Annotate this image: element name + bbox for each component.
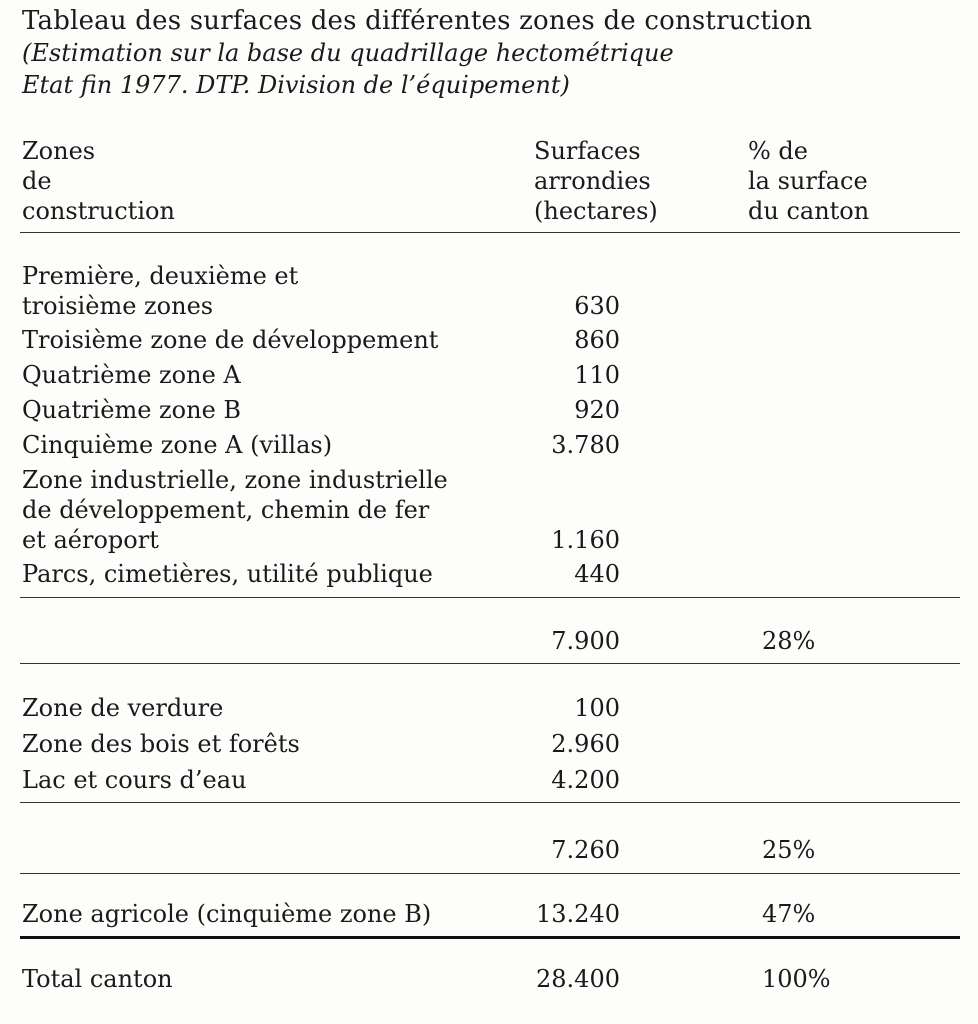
row-value: 13.240 — [536, 900, 620, 928]
row-label-line: Parcs, cimetières, utilité publique — [22, 560, 433, 588]
section-rule — [20, 597, 960, 598]
table-subtitle-line-2: Etat fin 1977. DTP. Division de l’équipement) — [22, 71, 570, 99]
header-zone — [22, 136, 175, 226]
row-label-line: Quatrième zone A — [22, 361, 241, 389]
row-label-line: Cinquième zone A (villas) — [22, 431, 333, 459]
row-value: 4.200 — [551, 766, 620, 794]
row-label — [22, 430, 332, 460]
row-label — [22, 261, 298, 321]
header-surface — [534, 136, 658, 226]
row-label — [22, 465, 448, 555]
row-label — [22, 360, 241, 390]
row-value: 2.960 — [551, 730, 620, 758]
row-label-line: et aéroport — [22, 526, 159, 554]
row-label-line: de développement, chemin de fer — [22, 496, 430, 524]
table-subtitle-line-1: (Estimation sur la base du quadrillage hectométrique — [22, 39, 674, 67]
row-label — [22, 729, 300, 759]
section-rule — [20, 663, 960, 664]
row-value: 100 — [574, 694, 620, 722]
row-value: 440 — [574, 560, 620, 588]
header-zone-line: Zones — [22, 137, 96, 165]
header-percent-line: du canton — [748, 197, 870, 225]
header-percent-line: la surface — [748, 167, 868, 195]
row-label-line: Première, deuxième et — [22, 262, 299, 290]
row-label-line: Zone de verdure — [22, 694, 224, 722]
row-value: 3.780 — [551, 431, 620, 459]
subtotal-value: 7.900 — [551, 627, 620, 655]
row-label-line: Zone des bois et forêts — [22, 730, 300, 758]
row-label — [22, 765, 247, 795]
row-label-line: Quatrième zone B — [22, 396, 242, 424]
row-label — [22, 325, 438, 355]
header-rule — [20, 232, 960, 233]
section-rule — [20, 873, 960, 874]
row-label: Zone agricole (cinquième zone B) — [22, 900, 432, 928]
row-label-line: Zone industrielle, zone industrielle — [22, 466, 448, 494]
header-surface-line: (hectares) — [534, 197, 658, 225]
header-zone-line: construction — [22, 197, 175, 225]
header-surface-line: Surfaces — [534, 137, 641, 165]
table-title: Tableau des surfaces des différentes zones de construction — [22, 6, 813, 36]
total-rule — [20, 936, 960, 939]
row-value: 920 — [574, 396, 620, 424]
row-label — [22, 395, 241, 425]
row-value: 110 — [574, 361, 620, 389]
total-value: 28.400 — [536, 965, 620, 993]
header-surface-line: arrondies — [534, 167, 651, 195]
row-label — [22, 559, 433, 589]
row-value: 860 — [574, 326, 620, 354]
row-percent: 47% — [762, 900, 816, 928]
row-label-line: Lac et cours d’eau — [22, 766, 247, 794]
section-rule — [20, 802, 960, 803]
header-percent-line: % de — [748, 137, 808, 165]
row-value: 1.160 — [551, 526, 620, 554]
subtotal-percent: 28% — [762, 627, 816, 655]
total-label: Total canton — [22, 965, 173, 993]
subtotal-value: 7.260 — [551, 836, 620, 864]
row-value: 630 — [574, 292, 620, 320]
header-zone-line: de — [22, 167, 52, 195]
subtotal-percent: 25% — [762, 836, 816, 864]
row-label — [22, 693, 223, 723]
header-percent — [748, 136, 869, 226]
total-percent: 100% — [762, 965, 831, 993]
row-label-line: troisième zones — [22, 292, 214, 320]
row-label-line: Troisième zone de développement — [22, 326, 439, 354]
